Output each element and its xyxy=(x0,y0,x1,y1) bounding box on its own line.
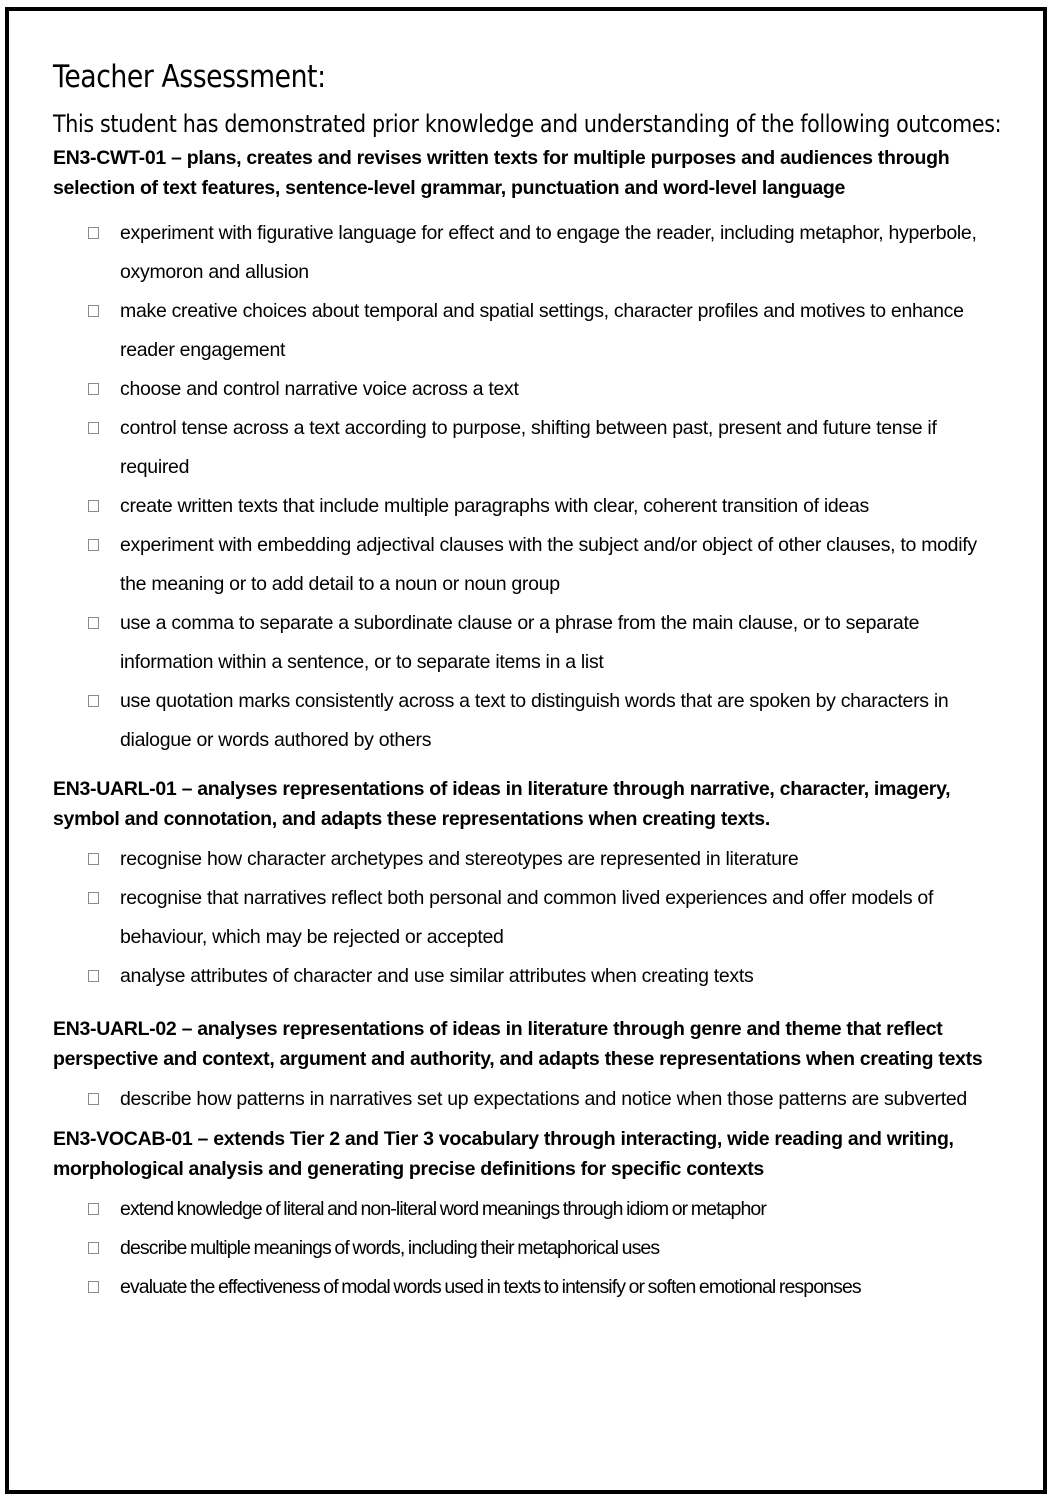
checkbox-empty-icon[interactable] xyxy=(88,539,99,551)
checklist-item xyxy=(53,214,1003,292)
checklist-item-label: create written texts that include multiple paragraphs with clear, coherent transition of ideas xyxy=(120,495,869,517)
checklist-item-label: recognise that narratives reflect both personal and common lived experiences and offer models of behaviour, which may be rejected or accepted xyxy=(120,887,934,948)
outcome-checklist xyxy=(53,840,1003,996)
checklist-item-label: describe multiple meanings of words, including their metaphorical uses xyxy=(120,1237,660,1259)
outcome-checklist xyxy=(53,1190,1003,1307)
outcome-heading: EN3-UARL-01 – analyses representations of ideas in literature through narrative, character, imagery, symbol and connotation, and adapts these representations when creating texts. xyxy=(53,778,951,830)
checklist-item-label: experiment with figurative language for effect and to engage the reader, including metaphor, hyperbole, oxymoron and allusion xyxy=(120,222,977,283)
checklist-item xyxy=(53,370,1003,409)
checklist-item xyxy=(53,604,1003,682)
checkbox-empty-icon[interactable] xyxy=(88,1093,99,1105)
checkbox-empty-icon[interactable] xyxy=(88,305,99,317)
checklist-item-label: use quotation marks consistently across a text to distinguish words that are spoken by characters in dialogue or words authored by others xyxy=(120,690,949,751)
outcome-heading: EN3-VOCAB-01 – extends Tier 2 and Tier 3 vocabulary through interacting, wide reading and writing, morphological analysis and generating precise definitions for specific contexts xyxy=(53,1128,954,1180)
outcome-en3-uarl-01 xyxy=(53,774,1003,996)
checkbox-empty-icon[interactable] xyxy=(88,853,99,865)
checkbox-empty-icon[interactable] xyxy=(88,500,99,512)
checkbox-empty-icon[interactable] xyxy=(88,227,99,239)
checklist-item xyxy=(53,409,1003,487)
checklist-item-label: recognise how character archetypes and stereotypes are represented in literature xyxy=(120,848,799,870)
page-frame xyxy=(5,7,1047,1494)
checkbox-empty-icon[interactable] xyxy=(88,970,99,982)
assessment-content xyxy=(53,55,1003,1307)
page-subtitle: This student has demonstrated prior knowledge and understanding of the following outcomes: xyxy=(53,110,1002,138)
outcome-heading: EN3-CWT-01 – plans, creates and revises written texts for multiple purposes and audiences through selection of text features, sentence-level grammar, punctuation and word-level language xyxy=(53,147,950,199)
checklist-item xyxy=(53,1190,1003,1229)
checklist-item xyxy=(53,1080,1003,1119)
checkbox-empty-icon[interactable] xyxy=(88,422,99,434)
checklist-item xyxy=(53,487,1003,526)
outcome-en3-vocab-01 xyxy=(53,1124,1003,1307)
checklist-item-label: describe how patterns in narratives set up expectations and notice when those patterns are subverted xyxy=(120,1088,967,1110)
checklist-item xyxy=(53,957,1003,996)
checkbox-empty-icon[interactable] xyxy=(88,617,99,629)
checklist-item xyxy=(53,1268,1003,1307)
checkbox-empty-icon[interactable] xyxy=(88,1203,99,1215)
checklist-item xyxy=(53,682,1003,760)
outcome-en3-cwt-01 xyxy=(53,143,1003,760)
outcome-heading: EN3-UARL-02 – analyses representations of ideas in literature through genre and theme that reflect perspective and context, argument and authority, and adapts these representations when creating texts xyxy=(53,1018,983,1070)
checklist-item-label: analyse attributes of character and use similar attributes when creating texts xyxy=(120,965,754,987)
checklist-item-label: control tense across a text according to purpose, shifting between past, present and future tense if required xyxy=(120,417,937,478)
checkbox-empty-icon[interactable] xyxy=(88,1281,99,1293)
checkbox-empty-icon[interactable] xyxy=(88,695,99,707)
checklist-item-label: choose and control narrative voice across a text xyxy=(120,378,519,400)
page-title: Teacher Assessment: xyxy=(53,59,326,95)
checklist-item-label: experiment with embedding adjectival clauses with the subject and/or object of other clauses, to modify the meaning or to add detail to a noun or noun group xyxy=(120,534,977,595)
checklist-item xyxy=(53,840,1003,879)
outcome-en3-uarl-02 xyxy=(53,1014,1003,1119)
checklist-item-label: extend knowledge of literal and non-literal word meanings through idiom or metaphor xyxy=(120,1198,766,1220)
checkbox-empty-icon[interactable] xyxy=(88,1242,99,1254)
outcome-checklist xyxy=(53,1080,1003,1119)
checklist-item xyxy=(53,1229,1003,1268)
checklist-item-label: make creative choices about temporal and spatial settings, character profiles and motives to enhance reader engagement xyxy=(120,300,964,361)
checklist-item-label: evaluate the effectiveness of modal words used in texts to intensify or soften emotional responses xyxy=(120,1276,861,1298)
checklist-item-label: use a comma to separate a subordinate clause or a phrase from the main clause, or to separate information within a sentence, or to separate items in a list xyxy=(120,612,920,673)
outcome-checklist xyxy=(53,214,1003,760)
checklist-item xyxy=(53,526,1003,604)
checkbox-empty-icon[interactable] xyxy=(88,383,99,395)
checkbox-empty-icon[interactable] xyxy=(88,892,99,904)
checklist-item xyxy=(53,879,1003,957)
checklist-item xyxy=(53,292,1003,370)
